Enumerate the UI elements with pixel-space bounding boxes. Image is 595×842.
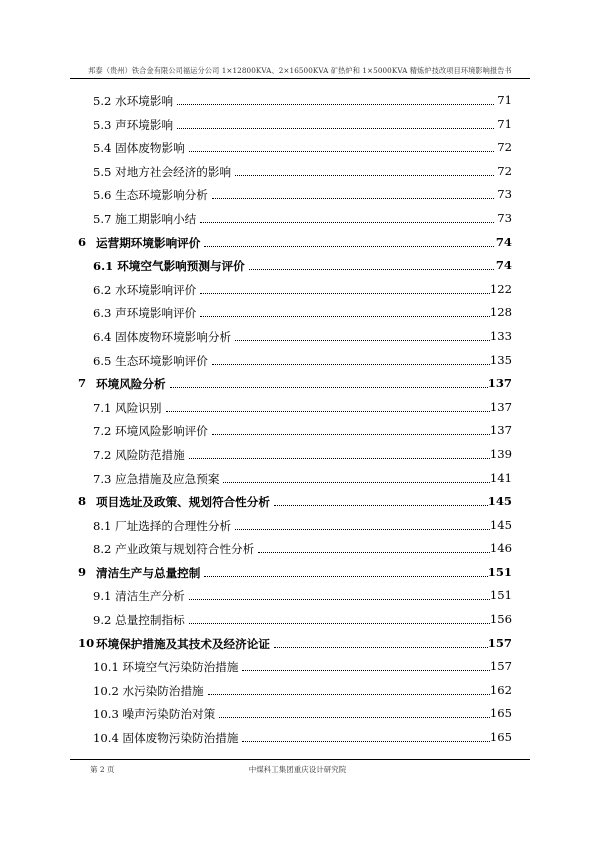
page-number: 第 2 页 bbox=[90, 765, 115, 774]
toc-section-entry[interactable] bbox=[78, 513, 512, 537]
toc-section-entry[interactable] bbox=[78, 159, 512, 183]
toc-chapter-entry[interactable] bbox=[78, 560, 512, 584]
dot-leader bbox=[189, 587, 494, 600]
toc-page-number: 156 bbox=[489, 612, 512, 627]
toc-entry-title: 5.2 水环境影响 bbox=[93, 94, 174, 108]
toc-entry-title: 环境保护措施及其技术及经济论证 bbox=[96, 636, 270, 651]
toc-section-entry[interactable] bbox=[78, 206, 512, 230]
toc-entry-title: 10.3 噪声污染防治对策 bbox=[93, 707, 216, 722]
toc-entry-title: 6.1 环境空气影响预测与评价 bbox=[93, 259, 245, 274]
dot-leader bbox=[242, 729, 494, 742]
toc-section-entry[interactable] bbox=[78, 300, 512, 324]
toc-entry-title: 7.2 环境风险影响评价 bbox=[93, 424, 208, 439]
toc-entry-title: 5.4 固体废物影响 bbox=[93, 141, 185, 156]
toc-page-number: 157 bbox=[489, 659, 512, 674]
dot-leader bbox=[204, 564, 494, 577]
toc-chapter-entry[interactable] bbox=[78, 230, 512, 254]
footer-organization: 中煤科工集团重庆设计研究院 bbox=[248, 765, 347, 774]
footer-rule bbox=[70, 759, 530, 760]
toc-entry-title: 8.1 厂址选择的合理性分析 bbox=[93, 518, 232, 533]
toc-page-number: 137 bbox=[489, 423, 512, 438]
toc-entry-title: 6.2 水环境影响评价 bbox=[93, 282, 197, 297]
toc-page-number: 145 bbox=[487, 494, 512, 509]
dot-leader bbox=[249, 257, 494, 270]
toc-entry-title: 6.4 固体废物环境影响分析 bbox=[93, 329, 232, 344]
toc-page-number: 151 bbox=[489, 588, 512, 603]
dot-leader bbox=[170, 375, 494, 388]
toc-page-number: 165 bbox=[489, 730, 512, 745]
toc-entry-title: 5.5 对地方社会经济的影响 bbox=[93, 164, 232, 179]
toc-entry-title: 7.3 应急措施及应急预案 bbox=[93, 471, 220, 486]
toc-entry-title: 5.7 施工期影响小结 bbox=[93, 211, 197, 226]
toc-section-entry[interactable] bbox=[78, 418, 512, 442]
toc-chapter-number: 8 bbox=[78, 494, 87, 509]
toc-section-entry[interactable] bbox=[78, 607, 512, 631]
dot-leader bbox=[235, 517, 494, 530]
table-of-contents bbox=[78, 88, 512, 749]
dot-leader bbox=[219, 705, 494, 718]
toc-entry-title: 10.4 固体废物污染防治措施 bbox=[93, 731, 239, 746]
toc-section-entry[interactable] bbox=[78, 583, 512, 607]
toc-entry-title: 6.5 生态环境影响评价 bbox=[93, 353, 208, 368]
toc-section-entry[interactable] bbox=[78, 348, 512, 372]
toc-page-number: 128 bbox=[489, 305, 512, 320]
toc-section-entry[interactable] bbox=[78, 442, 512, 466]
toc-section-entry[interactable] bbox=[78, 324, 512, 348]
dot-leader bbox=[274, 493, 494, 506]
toc-section-entry[interactable] bbox=[78, 395, 512, 419]
toc-entry-title: 7.1 风险识别 bbox=[93, 400, 162, 415]
toc-page-number: 74 bbox=[495, 258, 512, 273]
toc-section-entry[interactable] bbox=[78, 701, 512, 725]
toc-page-number: 73 bbox=[497, 187, 512, 202]
toc-section-entry[interactable] bbox=[78, 277, 512, 301]
running-header: 邦泰（贵州）铁合金有限公司福运分公司 1×12800KVA、2×16500KVA 矿热炉和 1×5000KVA 精炼炉技改项目环境影响报告书 bbox=[88, 66, 512, 75]
toc-entry-title: 运营期环境影响评价 bbox=[96, 235, 201, 250]
toc-chapter-entry[interactable] bbox=[78, 631, 512, 655]
dot-leader bbox=[212, 352, 494, 365]
dot-leader bbox=[177, 116, 494, 129]
toc-page-number: 165 bbox=[489, 706, 512, 721]
toc-page-number: 72 bbox=[497, 163, 512, 178]
dot-leader bbox=[235, 163, 494, 176]
toc-chapter-number: 9 bbox=[78, 564, 87, 579]
toc-chapter-number: 6 bbox=[78, 234, 87, 249]
toc-entry-title: 8.2 产业政策与规划符合性分析 bbox=[93, 542, 255, 557]
toc-chapter-entry[interactable] bbox=[78, 371, 512, 395]
toc-entry-title: 10.1 环境空气污染防治措施 bbox=[93, 660, 239, 675]
toc-entry-title: 7.2 风险防范措施 bbox=[93, 447, 185, 462]
dot-leader bbox=[189, 446, 494, 459]
toc-entry-title: 5.3 声环境影响 bbox=[93, 117, 174, 132]
dot-leader bbox=[189, 139, 494, 152]
toc-page-number: 145 bbox=[489, 517, 512, 532]
toc-chapter-number: 10 bbox=[78, 635, 95, 650]
dot-leader bbox=[242, 658, 494, 671]
dot-leader bbox=[274, 635, 494, 648]
toc-page-number: 157 bbox=[487, 635, 512, 650]
header-rule bbox=[70, 78, 530, 79]
toc-page-number: 71 bbox=[497, 93, 512, 107]
toc-entry-title: 9.1 清洁生产分析 bbox=[93, 589, 185, 604]
dot-leader bbox=[189, 611, 494, 624]
toc-page-number: 141 bbox=[489, 470, 512, 485]
toc-section-entry[interactable] bbox=[78, 253, 512, 277]
toc-section-entry[interactable] bbox=[78, 112, 512, 136]
dot-leader bbox=[204, 234, 494, 247]
toc-section-entry[interactable] bbox=[78, 536, 512, 560]
toc-page-number: 137 bbox=[487, 376, 512, 391]
toc-entry-title: 9.2 总量控制指标 bbox=[93, 613, 185, 628]
dot-leader bbox=[177, 92, 494, 105]
toc-section-entry[interactable] bbox=[78, 654, 512, 678]
toc-page-number: 72 bbox=[497, 140, 512, 155]
toc-chapter-number: 7 bbox=[78, 376, 87, 391]
toc-entry-title: 10.2 水污染防治措施 bbox=[93, 683, 204, 698]
toc-section-entry[interactable] bbox=[78, 88, 512, 112]
dot-leader bbox=[258, 540, 494, 553]
dot-leader bbox=[200, 210, 494, 223]
dot-leader bbox=[200, 304, 494, 317]
dot-leader bbox=[212, 422, 494, 435]
toc-entry-title: 项目选址及政策、规划符合性分析 bbox=[96, 495, 270, 510]
toc-page-number: 133 bbox=[489, 328, 512, 343]
dot-leader bbox=[200, 281, 494, 294]
toc-section-entry[interactable] bbox=[78, 135, 512, 159]
toc-entry-title: 5.6 生态环境影响分析 bbox=[93, 188, 208, 203]
toc-section-entry[interactable] bbox=[78, 678, 512, 702]
dot-leader bbox=[235, 328, 494, 341]
toc-section-entry[interactable] bbox=[78, 466, 512, 490]
toc-entry-title: 清洁生产与总量控制 bbox=[96, 565, 201, 580]
toc-page-number: 74 bbox=[495, 234, 512, 249]
toc-page-number: 151 bbox=[487, 564, 512, 579]
dot-leader bbox=[166, 399, 494, 412]
toc-page-number: 73 bbox=[497, 210, 512, 225]
toc-chapter-entry[interactable] bbox=[78, 489, 512, 513]
dot-leader bbox=[223, 470, 494, 483]
toc-page-number: 162 bbox=[489, 682, 512, 697]
toc-entry-title: 环境风险分析 bbox=[96, 377, 166, 392]
toc-section-entry[interactable] bbox=[78, 725, 512, 749]
toc-section-entry[interactable] bbox=[78, 182, 512, 206]
toc-page-number: 146 bbox=[489, 541, 512, 556]
toc-page-number: 137 bbox=[489, 399, 512, 414]
dot-leader bbox=[212, 186, 494, 199]
toc-page-number: 122 bbox=[489, 281, 512, 296]
dot-leader bbox=[208, 682, 494, 695]
toc-entry-title: 6.3 声环境影响评价 bbox=[93, 306, 197, 321]
toc-page-number: 139 bbox=[489, 446, 512, 461]
toc-page-number: 71 bbox=[497, 116, 512, 131]
toc-page-number: 135 bbox=[489, 352, 512, 367]
